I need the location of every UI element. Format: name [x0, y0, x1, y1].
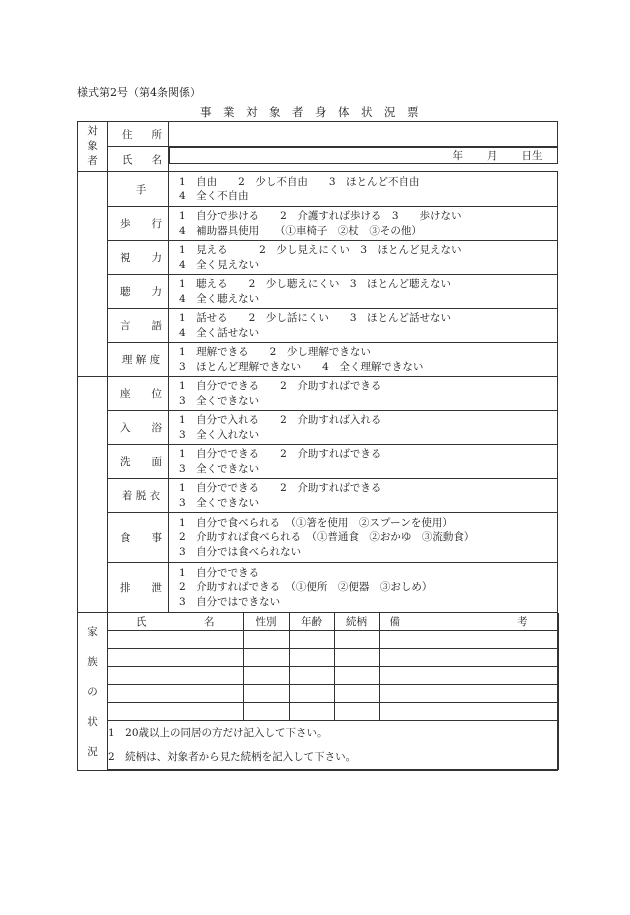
option-line: 4 補助器具使用 （①車椅子 ②杖 ③その他）	[179, 224, 422, 237]
subject-group-label: 対 象 者	[78, 122, 108, 172]
body-condition-form	[77, 121, 558, 771]
family-cell[interactable]	[243, 649, 289, 667]
family-cell[interactable]	[379, 649, 558, 667]
form-title: 事 業 対 象 者 身 体 状 況 票	[200, 105, 419, 119]
family-row	[108, 649, 558, 667]
option-line: 4 全く話せない	[179, 326, 260, 339]
item-label: 聴 力	[108, 275, 169, 309]
name-label: 氏 名	[108, 147, 169, 172]
option-line: 1 自分で歩ける 2 介護すれば歩ける 3 歩けない	[179, 210, 462, 222]
option-line: 3 全く入れない	[179, 428, 260, 441]
address-label: 住 所	[108, 122, 169, 147]
option-line: 3 自分では食べられない	[179, 545, 302, 558]
family-note-2: 2 続柄は、対象者から見た続柄を記入して下さい。	[108, 751, 357, 763]
family-cell[interactable]	[289, 667, 334, 685]
family-cell[interactable]	[243, 631, 289, 649]
option-line: 1 見える 2 少し見えにくい 3 ほとんど見えない	[179, 244, 462, 256]
item-label: 着 脱 衣	[108, 479, 169, 513]
item-options[interactable]	[169, 309, 558, 343]
item-options[interactable]	[169, 172, 558, 207]
family-cell[interactable]	[379, 667, 558, 685]
option-line: 2 介助すればできる （①便所 ②便器 ③おしめ）	[179, 581, 433, 594]
item-label: 理 解 度	[108, 343, 169, 377]
name-birthdate-field[interactable]	[169, 147, 558, 164]
item-options[interactable]	[169, 343, 558, 377]
family-cell[interactable]	[108, 631, 243, 649]
option-line: 1 自分で食べられる （①箸を使用 ②スプーンを使用）	[179, 516, 453, 529]
item-options[interactable]	[169, 411, 558, 445]
option-line: 4 全く聴えない	[179, 292, 260, 305]
family-cell[interactable]	[289, 631, 334, 649]
family-cell[interactable]	[334, 667, 379, 685]
option-line: 1 自分で入れる 2 介助すれば入れる	[179, 414, 382, 426]
option-line: 1 話せる 2 少し話にくい 3 ほとんど話せない	[179, 312, 452, 324]
family-gender-header: 性別	[243, 613, 289, 631]
option-line: 4 全く見えない	[179, 258, 260, 271]
option-line: 1 自分でできる 2 介助すればできる	[179, 482, 382, 494]
family-cell[interactable]	[334, 631, 379, 649]
family-row	[108, 685, 558, 703]
family-cell[interactable]	[243, 703, 289, 721]
item-label: 歩 行	[108, 207, 169, 241]
option-line: 1 理解できる 2 少し理解できない	[179, 346, 371, 358]
item-options[interactable]	[169, 445, 558, 479]
family-section	[108, 613, 558, 771]
ability-group	[78, 172, 108, 377]
option-line: 1 自由 2 少し不自由 3 ほとんど不自由	[179, 175, 420, 188]
family-cell[interactable]	[379, 685, 558, 703]
item-label: 座 位	[108, 377, 169, 411]
family-cell[interactable]	[379, 631, 558, 649]
item-options[interactable]	[169, 241, 558, 275]
family-cell[interactable]	[243, 667, 289, 685]
item-label: 洗 面	[108, 445, 169, 479]
item-label: 入 浴	[108, 411, 169, 445]
option-line: 3 ほとんど理解できない 4 全く理解できない	[179, 360, 424, 373]
family-cell[interactable]	[108, 703, 243, 721]
option-line: 1 聴える 2 少し聴えにくい 3 ほとんど聴えない	[179, 278, 452, 290]
item-options[interactable]	[169, 207, 558, 241]
family-cell[interactable]	[334, 685, 379, 703]
family-cell[interactable]	[334, 703, 379, 721]
family-cell[interactable]	[334, 649, 379, 667]
family-cell[interactable]	[379, 703, 558, 721]
family-table	[108, 613, 559, 770]
family-relation-header: 続柄	[334, 613, 379, 631]
adl-group	[78, 377, 108, 613]
item-label: 手	[108, 172, 169, 207]
family-cell[interactable]	[108, 667, 243, 685]
item-label: 言 語	[108, 309, 169, 343]
family-cell[interactable]	[243, 685, 289, 703]
option-line: 3 全くできない	[179, 462, 260, 475]
option-line: 3 全くできない	[179, 394, 260, 407]
option-line: 4 全く不自由	[179, 190, 249, 202]
family-row	[108, 703, 558, 721]
family-cell[interactable]	[108, 685, 243, 703]
option-line: 1 自分でできる	[179, 566, 260, 579]
option-line: 3 自分ではできない	[179, 595, 281, 608]
family-name-header: 氏 名	[108, 613, 243, 631]
form-number: 様式第2号（第4条関係）	[77, 86, 201, 99]
birth-year-label: 年	[452, 150, 463, 162]
birth-month-label: 月	[487, 150, 498, 162]
family-notes	[108, 721, 558, 770]
address-field[interactable]	[169, 122, 558, 147]
family-cell[interactable]	[289, 703, 334, 721]
birth-day-label: 日生	[521, 150, 543, 162]
item-options[interactable]	[169, 563, 558, 613]
family-row	[108, 667, 558, 685]
item-options[interactable]	[169, 377, 558, 411]
item-label: 視 力	[108, 241, 169, 275]
family-note-1: 1 20歳以上の同居の方だけ記入して下さい。	[108, 727, 328, 739]
item-options[interactable]	[169, 275, 558, 309]
item-options[interactable]	[169, 479, 558, 513]
option-line: 1 自分でできる 2 介助すればできる	[179, 380, 382, 392]
option-line: 1 自分でできる 2 介助すればできる	[179, 448, 382, 460]
option-line: 2 介助すれば食べられる （①普通食 ②おかゆ ③流動食）	[179, 531, 475, 544]
family-group-label: 家 族 の 状 況	[78, 613, 108, 771]
family-header-row	[108, 613, 558, 631]
option-line: 3 全くできない	[179, 496, 260, 509]
item-options[interactable]	[169, 513, 558, 563]
family-cell[interactable]	[289, 649, 334, 667]
item-label: 排 泄	[108, 563, 169, 613]
item-label: 食 事	[108, 513, 169, 563]
family-remarks-header: 備 考	[379, 613, 558, 631]
family-age-header: 年齢	[289, 613, 334, 631]
family-cell[interactable]	[289, 685, 334, 703]
family-cell[interactable]	[108, 649, 243, 667]
family-row	[108, 631, 558, 649]
